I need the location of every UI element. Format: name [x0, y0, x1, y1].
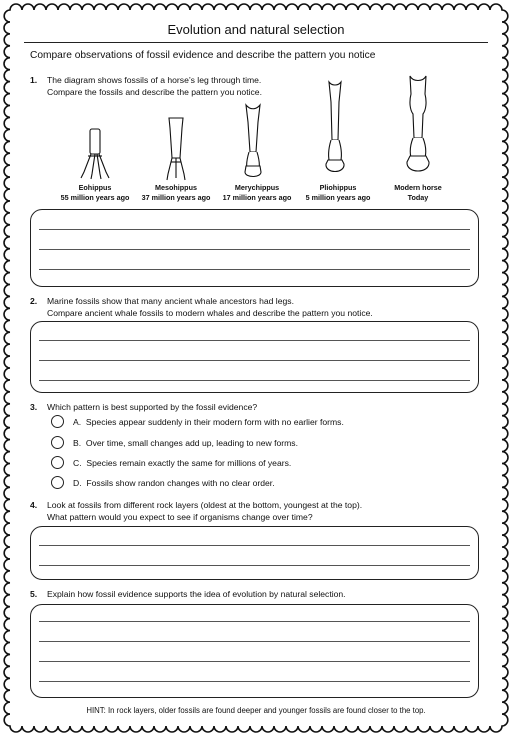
option-text: Species appear suddenly in their modern form with no earlier forms.	[85, 417, 344, 427]
answer-line	[39, 565, 470, 566]
fossil-age: Today	[407, 193, 429, 202]
q2-line-1: Marine fossils show that many ancient whale ancestors had legs.	[47, 296, 294, 306]
fossil-age: 5 million years ago	[305, 193, 371, 202]
option-text: Fossils show randon changes with no clear order.	[86, 478, 275, 488]
answer-line	[39, 380, 470, 381]
q5-answer-box[interactable]	[30, 604, 479, 698]
q4-number: 4.	[30, 500, 38, 510]
answer-line	[39, 681, 470, 682]
page-title: Evolution and natural selection	[167, 22, 345, 37]
q1-text	[47, 74, 262, 98]
q1-line-2: Compare the fossils and describe the pattern you notice.	[47, 87, 262, 97]
answer-line	[39, 229, 470, 230]
option-letter: C.	[73, 458, 82, 468]
answer-line	[39, 641, 470, 642]
q4-answer-box[interactable]	[30, 526, 479, 580]
modern-horse-leg-icon	[398, 74, 438, 184]
answer-line	[39, 545, 470, 546]
q3-number: 3.	[30, 402, 38, 412]
pliohippus-leg-icon	[317, 80, 353, 184]
hint-text: HINT: In rock layers, older fossils are found deeper and younger fossils are found closer to the top.	[86, 706, 426, 715]
intro-text: Compare observations of fossil evidence and describe the pattern you notice	[30, 50, 376, 61]
option-b-radio[interactable]	[51, 436, 64, 449]
q1-answer-box[interactable]	[30, 209, 479, 287]
option-text: Species remain exactly the same for millions of years.	[86, 458, 292, 468]
mesohippus-leg-icon	[159, 114, 193, 184]
q4-text	[47, 499, 362, 523]
option-a-radio[interactable]	[51, 415, 64, 428]
fossil-name: Merychippus	[234, 183, 280, 192]
fossil-age: 17 million years ago	[222, 193, 292, 202]
q3-text: Which pattern is best supported by the fossil evidence?	[47, 402, 258, 412]
answer-line	[39, 661, 470, 662]
fossil-eohippus	[50, 183, 140, 203]
title-divider	[24, 42, 488, 43]
option-b	[73, 438, 298, 448]
fossil-modern-horse	[373, 183, 463, 203]
q5-number: 5.	[30, 589, 38, 599]
fossil-age: 37 million years ago	[141, 193, 211, 202]
fossil-age: 55 million years ago	[60, 193, 130, 202]
q1-number: 1.	[30, 75, 38, 85]
answer-line	[39, 621, 470, 622]
q2-line-2: Compare ancient whale fossils to modern whales and describe the pattern you notice.	[47, 308, 373, 318]
option-c-radio[interactable]	[51, 456, 64, 469]
fossil-mesohippus	[131, 183, 221, 203]
fossil-name: Mesohippus	[155, 183, 197, 192]
q5-text: Explain how fossil evidence supports the idea of evolution by natural selection.	[47, 589, 346, 599]
option-a	[73, 417, 344, 427]
answer-line	[39, 340, 470, 341]
fossil-name: Pliohippus	[319, 183, 357, 192]
q2-answer-box[interactable]	[30, 321, 479, 393]
eohippus-leg-icon	[75, 126, 115, 184]
q4-line-1: Look at fossils from different rock layers (oldest at the bottom, youngest at the top).	[47, 500, 363, 510]
option-letter: B.	[73, 438, 82, 448]
q2-number: 2.	[30, 296, 38, 306]
option-d	[73, 478, 275, 488]
option-letter: A.	[73, 417, 82, 427]
fossil-merychippus	[212, 183, 302, 203]
answer-line	[39, 249, 470, 250]
option-letter: D.	[73, 478, 82, 488]
option-c	[73, 458, 291, 468]
fossil-name: Modern horse	[394, 183, 442, 192]
answer-line	[39, 360, 470, 361]
answer-line	[39, 269, 470, 270]
option-text: Over time, small changes add up, leading to new forms.	[85, 438, 298, 448]
option-d-radio[interactable]	[51, 476, 64, 489]
merychippus-leg-icon	[236, 102, 270, 184]
q4-line-2: What pattern would you expect to see if organisms change over time?	[47, 512, 313, 522]
q2-text	[47, 295, 373, 319]
fossil-pliohippus	[293, 183, 383, 203]
fossil-name: Eohippus	[78, 183, 112, 192]
q1-line-1: The diagram shows fossils of a horse’s leg through time.	[47, 75, 262, 85]
